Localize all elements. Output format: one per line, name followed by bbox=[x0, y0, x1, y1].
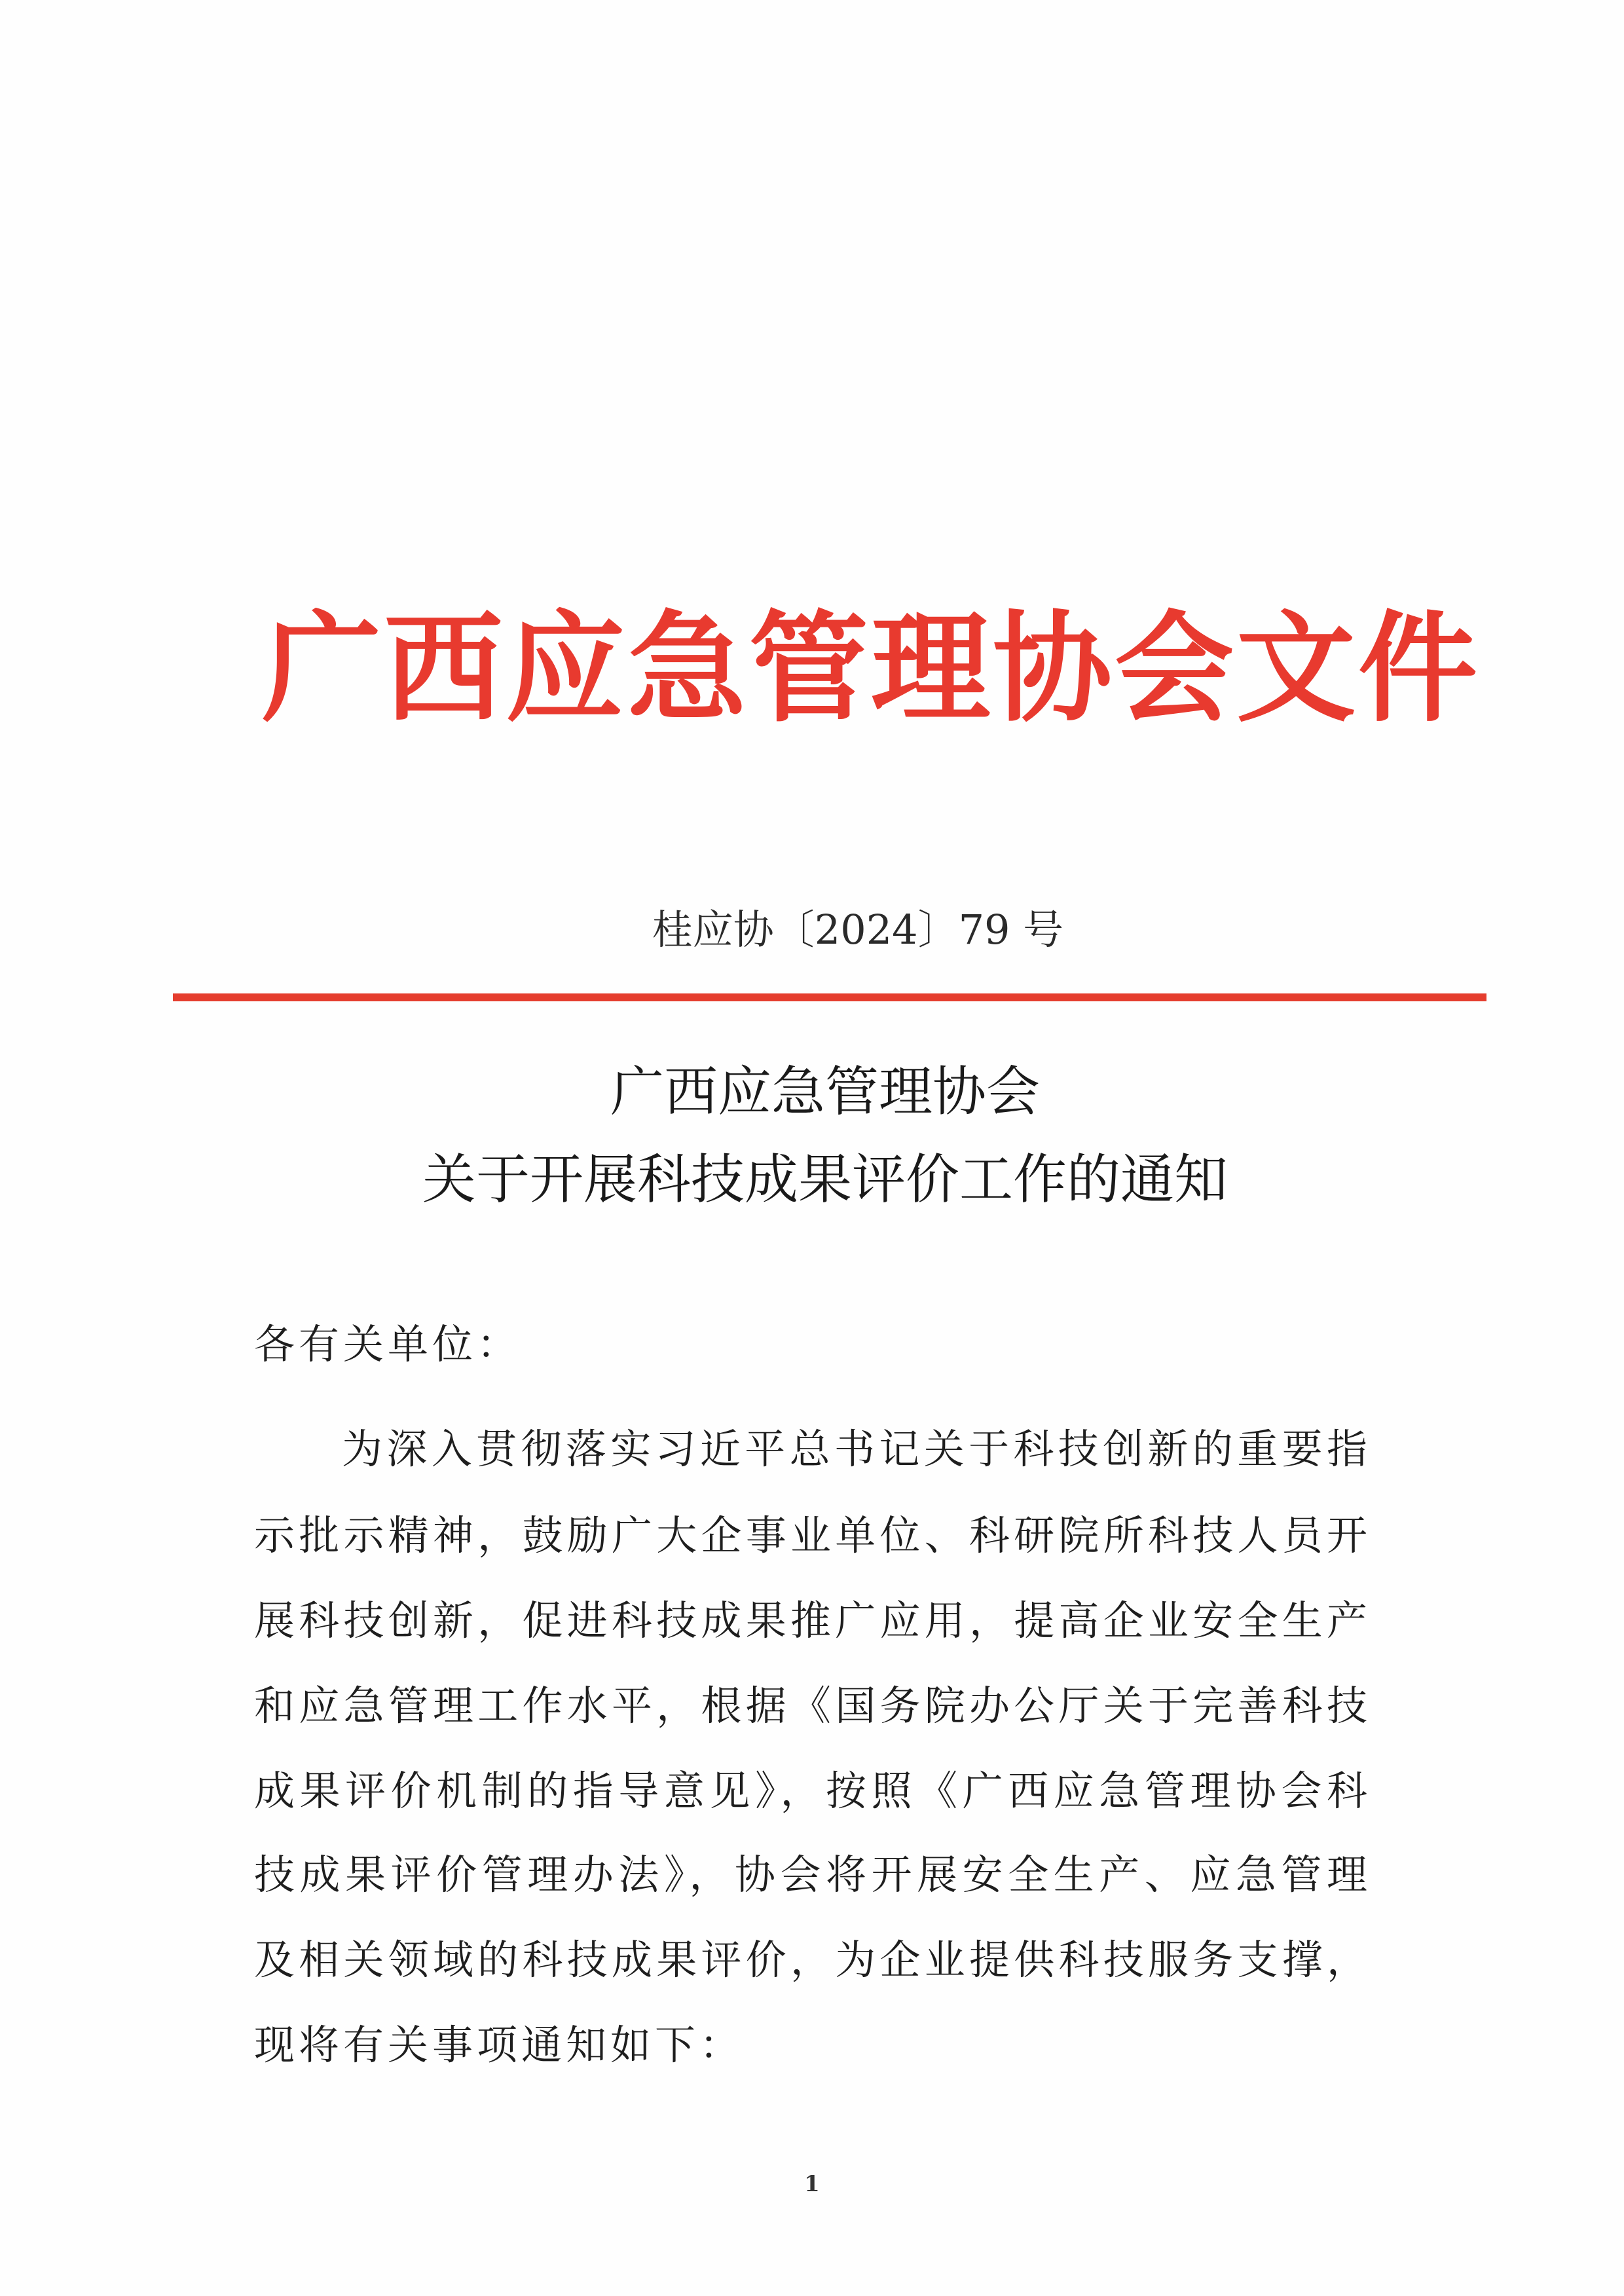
body-text-line: 为深入贯彻落实习近平总书记关于科技创新的重要指 bbox=[342, 1425, 1367, 1473]
red-divider-line bbox=[173, 993, 1486, 1001]
body-text-line: 及相关领域的科技成果评价，为企业提供科技服务支撑， bbox=[254, 1936, 1367, 1984]
document-number: 桂应协〔2024〕79 号 bbox=[652, 906, 1064, 954]
body-text-line: 展科技创新，促进科技成果推广应用，提高企业安全生产 bbox=[254, 1597, 1367, 1644]
page-number: 1 bbox=[804, 2171, 820, 2197]
notice-title-line-1: 广西应急管理协会 bbox=[610, 1061, 1040, 1123]
issuer-header-title: 广西应急管理协会文件 bbox=[262, 598, 1480, 738]
body-text-line: 成果评价机制的指导意见》，按照《广西应急管理协会科 bbox=[254, 1767, 1367, 1815]
body-text-line: 现将有关事项通知如下： bbox=[254, 2021, 745, 2069]
notice-title-line-2: 关于开展科技成果评价工作的通知 bbox=[422, 1149, 1228, 1211]
salutation: 各有关单位： bbox=[254, 1320, 522, 1368]
body-text-line: 示批示精神，鼓励广大企事业单位、科研院所科技人员开 bbox=[254, 1511, 1367, 1559]
body-text-line: 技成果评价管理办法》，协会将开展安全生产、应急管理 bbox=[254, 1851, 1367, 1898]
body-text-line: 和应急管理工作水平，根据《国务院办公厅关于完善科技 bbox=[254, 1682, 1367, 1730]
